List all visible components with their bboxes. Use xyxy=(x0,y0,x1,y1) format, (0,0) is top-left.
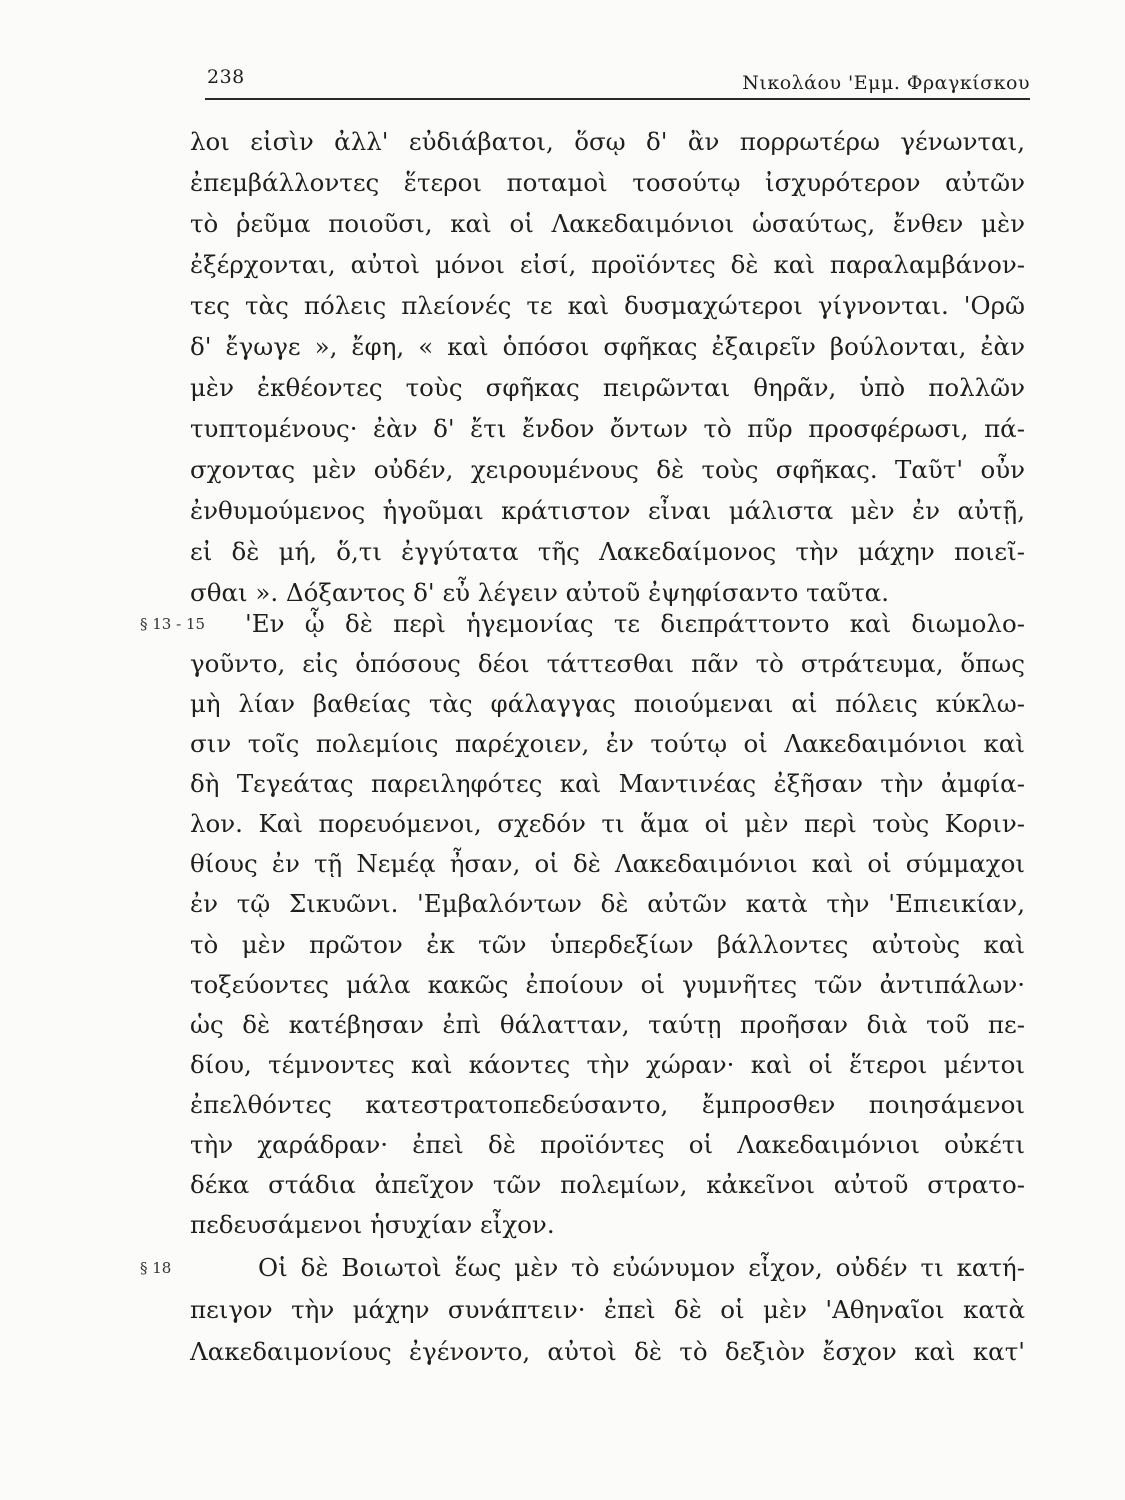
text-line: τὸ μὲν πρῶτον ἐκ τῶν ὑπερδεξίων βάλλοντες αὐτοὺς καὶ xyxy=(190,930,1025,959)
section-ref-13-15: § 13 - 15 xyxy=(140,615,206,633)
text-line: ἐνθυμούμενος ἡγοῦμαι κράτιστον εἶναι μάλιστα μὲν ἐν αὐτῇ, xyxy=(190,496,1025,525)
text-line: δίου, τέμνοντες καὶ κάοντες τὴν χώραν· καὶ οἱ ἕτεροι μέντοι xyxy=(190,1050,1025,1079)
paragraph-start-line: 'Εν ᾧ δὲ περὶ ἡγεμονίας τε διεπράττοντο καὶ διωμολο- xyxy=(245,609,1025,638)
text-line: μὴ λίαν βαθείας τὰς φάλαγγας ποιούμεναι αἱ πόλεις κύκλω- xyxy=(190,689,1025,718)
paragraph-start-line: Οἱ δὲ Βοιωτοὶ ἕως μὲν τὸ εὐώνυμον εἶχον, οὐδέν τι κατή- xyxy=(258,1253,1025,1282)
text-line: ἐπεμβάλλοντες ἕτεροι ποταμοὶ τοσούτῳ ἰσχυρότερον αὐτῶν xyxy=(190,168,1025,197)
text-line: δέκα στάδια ἀπεῖχον τῶν πολεμίων, κἀκεῖνοι αὐτοῦ στρατο- xyxy=(190,1170,1025,1199)
text-line: μὲν ἐκθέοντες τοὺς σφῆκας πειρῶνται θηρᾶν, ὑπὸ πολλῶν xyxy=(190,373,1025,402)
text-line: λοι εἰσὶν ἀλλ' εὐδιάβατοι, ὅσῳ δ' ἂν πορρωτέρω γένωνται, xyxy=(190,127,1025,156)
section-ref-18: § 18 xyxy=(140,1259,172,1277)
text-line: δὴ Τεγεάτας παρειληφότες καὶ Μαντινέας ἐξῆσαν τὴν ἀμφία- xyxy=(190,769,1025,798)
text-line: τες τὰς πόλεις πλείονές τε καὶ δυσμαχώτεροι γίγνονται. 'Ορῶ xyxy=(190,291,1025,320)
text-line: τὴν χαράδραν· ἐπεὶ δὲ προϊόντες οἱ Λακεδαιμόνιοι οὐκέτι xyxy=(190,1130,1025,1159)
text-line: ἐν τῷ Σικυῶνι. 'Εμβαλόντων δὲ αὐτῶν κατὰ τὴν 'Επιεικίαν, xyxy=(190,889,1025,918)
text-line: σχοντας μὲν οὐδέν, χειρουμένους δὲ τοὺς σφῆκας. Ταῦτ' οὖν xyxy=(190,455,1025,484)
text-line: ἐπελθόντες κατεστρατοπεδεύσαντο, ἔμπροσθεν ποιησάμενοι xyxy=(190,1090,1025,1119)
text-line: εἰ δὲ μή, ὅ,τι ἐγγύτατα τῆς Λακεδαίμονος τὴν μάχην ποιεῖ- xyxy=(190,537,1025,566)
text-line: τυπτομένους· ἐὰν δ' ἔτι ἔνδον ὄντων τὸ πῦρ προσφέρωσι, πά- xyxy=(190,414,1025,443)
text-line: σθαι ». Δόξαντος δ' εὖ λέγειν αὐτοῦ ἐψηφίσαντο ταῦτα. xyxy=(190,578,890,607)
text-line: γοῦντο, εἰς ὁπόσους δέοι τάττεσθαι πᾶν τὸ στράτευμα, ὅπως xyxy=(190,649,1025,678)
text-line: πεδευσάμενοι ἡσυχίαν εἶχον. xyxy=(190,1210,555,1239)
text-line: δ' ἔγωγε », ἔφη, « καὶ ὁπόσοι σφῆκας ἐξαιρεῖν βούλονται, ἐὰν xyxy=(190,332,1025,361)
text-line: τοξεύοντες μάλα κακῶς ἐποίουν οἱ γυμνῆτες τῶν ἀντιπάλων· xyxy=(190,970,1025,999)
running-title: Νικολάου 'Εμμ. Φραγκίσκου xyxy=(742,72,1030,94)
text-line: ἐξέρχονται, αὐτοὶ μόνοι εἰσί, προϊόντες δὲ καὶ παραλαμβάνον- xyxy=(190,250,1025,279)
page-header xyxy=(205,62,1030,100)
text-line: τὸ ῥεῦμα ποιοῦσι, καὶ οἱ Λακεδαιμόνιοι ὡσαύτως, ἔνθεν μὲν xyxy=(190,209,1025,238)
text-line: θίους ἐν τῇ Νεμέᾳ ἦσαν, οἱ δὲ Λακεδαιμόνιοι καὶ οἱ σύμμαχοι xyxy=(190,849,1025,878)
text-line: ὡς δὲ κατέβησαν ἐπὶ θάλατταν, ταύτῃ προῆσαν διὰ τοῦ πε- xyxy=(190,1010,1025,1039)
text-line: πειγον τὴν μάχην συνάπτειν· ἐπεὶ δὲ οἱ μὲν 'Αθηναῖοι κατὰ xyxy=(190,1295,1025,1324)
text-line: σιν τοῖς πολεμίοις παρέχοιεν, ἐν τούτῳ οἱ Λακεδαιμόνιοι καὶ xyxy=(190,729,1025,758)
text-line: λον. Καὶ πορευόμενοι, σχεδόν τι ἅμα οἱ μὲν περὶ τοὺς Κοριν- xyxy=(190,809,1025,838)
text-line: Λακεδαιμονίους ἐγένοντο, αὐτοὶ δὲ τὸ δεξιὸν ἔσχον καὶ κατ' xyxy=(190,1337,1025,1366)
page-number: 238 xyxy=(207,66,245,88)
